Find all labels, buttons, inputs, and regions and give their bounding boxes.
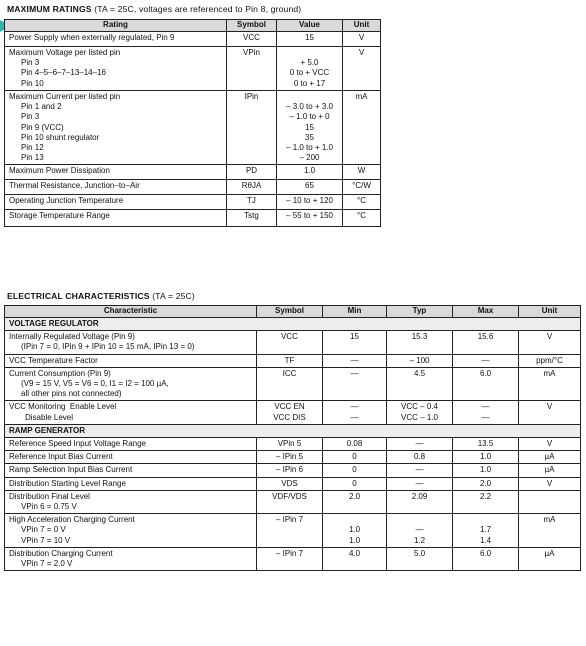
characteristic-cell [5, 490, 257, 513]
rating-sub-item: Pin 10 [21, 78, 44, 88]
value-line: + 5.0 [300, 58, 319, 68]
rating-label: Maximum Current per listed pin [9, 92, 121, 101]
characteristic-label: Distribution Charging Current [9, 548, 113, 558]
value-cell [277, 165, 343, 180]
column-header: Min [323, 306, 387, 318]
typ-cell [387, 438, 453, 451]
symbol-cell [257, 331, 323, 354]
table-row [5, 91, 381, 165]
column-header: Value [277, 20, 343, 32]
typ-value: VCC – 1.0 [401, 412, 438, 422]
min-cell [323, 331, 387, 354]
typ-cell [387, 547, 453, 570]
value-line: 1.0 [303, 166, 316, 176]
column-header: Symbol [227, 20, 277, 32]
max-cell [453, 514, 519, 548]
table-row [5, 464, 581, 477]
symbol-cell [257, 490, 323, 513]
characteristic-condition: (IPin 7 = 0, IPin 9 + IPin 10 = 15 mA, IPin 13 = 0) [21, 342, 195, 352]
max-cell [453, 490, 519, 513]
typ-value: 1.2 [413, 535, 426, 545]
symbol-cell: RθJA [227, 180, 277, 195]
symbol-value: – IPin 7 [275, 548, 304, 558]
min-cell [323, 367, 387, 401]
rating-sub-item: Pin 1 and 2 [21, 102, 62, 112]
value-cell [277, 47, 343, 91]
symbol-value: – IPin 7 [275, 515, 304, 525]
characteristic-condition: VPin 7 = 0 V [21, 525, 66, 535]
characteristic-label: High Acceleration Charging Current [9, 515, 135, 525]
value-line: 0 to + 17 [293, 78, 326, 88]
min-value: — [350, 368, 359, 378]
characteristic-label: Internally Regulated Voltage (Pin 9) [9, 332, 135, 342]
typ-cell [387, 477, 453, 490]
column-header: Rating [5, 20, 227, 32]
max-value: 2.2 [479, 491, 492, 501]
characteristic-cell [5, 367, 257, 401]
typ-value [391, 515, 448, 525]
max-value: 1.7 [479, 525, 492, 535]
value-line: – 200 [299, 153, 320, 163]
typ-value: 0.8 [413, 452, 426, 462]
elec-chars-table [4, 305, 581, 571]
max-value: 1.0 [479, 452, 492, 462]
table-row [5, 32, 381, 47]
symbol-cell: VPin [227, 47, 277, 91]
rating-label: Maximum Voltage per listed pin [9, 48, 121, 57]
unit-cell: ppm/°C [519, 354, 581, 367]
min-value: 1.0 [348, 525, 361, 535]
unit-cell [519, 490, 581, 513]
characteristic-label: Reference Speed Input Voltage Range [9, 439, 146, 449]
max-value: — [481, 355, 490, 365]
min-value: 15 [350, 332, 359, 342]
characteristic-condition: Disable Level [25, 412, 74, 422]
min-cell [323, 354, 387, 367]
rating-cell [5, 91, 227, 165]
symbol-cell [257, 438, 323, 451]
typ-value: — [415, 439, 424, 449]
characteristic-condition: VPin 7 = 10 V [21, 535, 71, 545]
symbol-value: TF [284, 355, 295, 365]
characteristic-cell [5, 464, 257, 477]
table-row [5, 547, 581, 570]
value-line: 0 to + VCC [289, 68, 330, 78]
characteristic-label: Distribution Final Level [9, 491, 90, 501]
rating-sub-item: Pin 4–5–6–7–13–14–16 [21, 68, 106, 78]
value-line: 65 [305, 181, 314, 191]
max-cell [453, 547, 519, 570]
value-line: – 1.0 to + 1.0 [286, 143, 333, 153]
min-value: 0 [352, 478, 357, 488]
table-row [5, 195, 381, 210]
max-value: 13.5 [477, 439, 494, 449]
symbol-cell [257, 514, 323, 548]
symbol-cell [257, 464, 323, 477]
max-value: 15.6 [477, 332, 494, 342]
rating-sub-item: Pin 12 [21, 143, 44, 153]
unit-cell: µA [519, 547, 581, 570]
value-cell [277, 210, 343, 227]
characteristic-label: Reference Input Bias Current [9, 452, 113, 462]
max-ratings-heading: MAXIMUM RATINGS [7, 4, 92, 14]
unit-cell: V [343, 32, 381, 47]
table-row [5, 490, 581, 513]
rating-label: Power Supply when externally regulated, Pin 9 [9, 33, 175, 42]
max-cell [453, 331, 519, 354]
max-ratings-table [4, 19, 381, 227]
max-value: — [481, 412, 490, 422]
group-row [5, 424, 581, 437]
symbol-value: ICC [282, 368, 297, 378]
typ-value: — [415, 465, 424, 475]
column-header: Unit [519, 306, 581, 318]
symbol-cell: PD [227, 165, 277, 180]
min-cell [323, 490, 387, 513]
rating-label: Operating Junction Temperature [9, 196, 124, 206]
table-row [5, 451, 581, 464]
value-line: – 3.0 to + 3.0 [286, 102, 333, 112]
characteristic-label: Current Consumption (Pin 9) [9, 368, 111, 378]
characteristic-label: VCC Monitoring Enable Level [9, 402, 117, 412]
max-cell [453, 438, 519, 451]
unit-cell: mA [519, 367, 581, 401]
value-cell [277, 91, 343, 165]
typ-value: 5.0 [413, 548, 426, 558]
symbol-cell: Tstg [227, 210, 277, 227]
symbol-cell [257, 354, 323, 367]
characteristic-cell [5, 401, 257, 424]
unit-cell: mA [519, 514, 581, 548]
symbol-value: VCC [281, 332, 298, 342]
typ-value: 4.5 [413, 368, 426, 378]
unit-cell: °C/W [343, 180, 381, 195]
min-cell [323, 464, 387, 477]
symbol-value: VCC DIS [273, 412, 306, 422]
elec-chars-title [7, 291, 195, 301]
rating-sub-item: Pin 13 [21, 153, 44, 163]
value-line: – 10 to + 120 [286, 196, 333, 206]
typ-value: – 100 [409, 355, 430, 365]
characteristic-label: Ramp Selection Input Bias Current [9, 465, 133, 475]
value-cell [277, 32, 343, 47]
value-line: 35 [305, 132, 314, 142]
symbol-value: VPin 5 [277, 439, 302, 449]
value-line: – 1.0 to + 0 [289, 112, 330, 122]
unit-cell: V [519, 438, 581, 451]
rating-sub-item: Pin 3 [21, 112, 40, 122]
table-row [5, 210, 381, 227]
value-line: 15 [305, 122, 314, 132]
value-line [281, 48, 338, 58]
min-cell [323, 451, 387, 464]
typ-value: VCC – 0.4 [401, 402, 438, 412]
table-row [5, 514, 581, 548]
typ-cell [387, 490, 453, 513]
rating-sub-item: Pin 3 [21, 58, 40, 68]
value-line: – 55 to + 150 [286, 211, 333, 221]
characteristic-cell [5, 547, 257, 570]
symbol-value: VDF/VDS [272, 491, 307, 501]
characteristic-cell [5, 451, 257, 464]
symbol-value: – IPin 5 [275, 452, 304, 462]
min-value: — [350, 355, 359, 365]
max-value [457, 515, 514, 525]
min-value [327, 515, 382, 525]
table-row [5, 47, 381, 91]
group-label: RAMP GENERATOR [5, 424, 581, 437]
characteristic-cell [5, 331, 257, 354]
symbol-cell [257, 547, 323, 570]
max-cell [453, 354, 519, 367]
max-value: — [481, 402, 490, 412]
max-cell [453, 477, 519, 490]
characteristic-condition: all other pins not connected) [21, 389, 122, 399]
max-cell [453, 367, 519, 401]
rating-sub-item: Pin 9 (VCC) [21, 122, 64, 132]
table-row [5, 354, 581, 367]
elec-chars-condition: (TA = 25C) [152, 291, 195, 301]
value-line [281, 92, 338, 102]
symbol-cell: IPin [227, 91, 277, 165]
rating-sub-item: Pin 10 shunt regulator [21, 132, 100, 142]
min-value: 1.0 [348, 535, 361, 545]
column-header: Typ [387, 306, 453, 318]
table-row [5, 401, 581, 424]
table-row [5, 367, 581, 401]
rating-cell [5, 210, 227, 227]
characteristic-cell [5, 438, 257, 451]
column-header: Max [453, 306, 519, 318]
max-cell [453, 464, 519, 477]
table-row [5, 180, 381, 195]
characteristic-condition: (V9 = 15 V, V5 = V6 = 0, I1 = I2 = 100 µA, [21, 379, 169, 389]
symbol-value: VDS [281, 478, 298, 488]
characteristic-condition: VPin 6 = 0.75 V [21, 502, 77, 512]
typ-cell [387, 514, 453, 548]
max-value: 2.0 [479, 478, 492, 488]
symbol-cell: TJ [227, 195, 277, 210]
typ-cell [387, 354, 453, 367]
characteristic-cell [5, 354, 257, 367]
min-value: — [350, 402, 359, 412]
unit-cell: V [343, 47, 381, 91]
max-value: 6.0 [479, 548, 492, 558]
characteristic-cell [5, 477, 257, 490]
min-value: 0 [352, 452, 357, 462]
typ-cell [387, 451, 453, 464]
min-cell [323, 438, 387, 451]
unit-cell: µA [519, 451, 581, 464]
unit-cell: µA [519, 464, 581, 477]
symbol-cell [257, 401, 323, 424]
min-value: 4.0 [348, 548, 361, 558]
characteristic-label: VCC Temperature Factor [9, 355, 98, 365]
typ-cell [387, 401, 453, 424]
characteristic-label: Distribution Starting Level Range [9, 478, 126, 488]
group-row [5, 318, 581, 331]
value-line: 15 [305, 33, 314, 42]
typ-cell [387, 331, 453, 354]
unit-cell: mA [343, 91, 381, 165]
unit-cell: V [519, 401, 581, 424]
table-row [5, 477, 581, 490]
max-ratings-title [7, 4, 301, 14]
symbol-cell [257, 367, 323, 401]
typ-value: — [415, 478, 424, 488]
min-cell [323, 477, 387, 490]
rating-cell [5, 32, 227, 47]
max-cell [453, 401, 519, 424]
typ-value: — [415, 525, 424, 535]
min-cell [323, 547, 387, 570]
max-value: 1.4 [479, 535, 492, 545]
rating-cell [5, 180, 227, 195]
symbol-value: VCC EN [274, 402, 305, 412]
unit-cell: °C [343, 195, 381, 210]
min-value: 0 [352, 465, 357, 475]
unit-cell: V [519, 331, 581, 354]
typ-value: 15.3 [411, 332, 428, 342]
symbol-cell [257, 477, 323, 490]
min-value: — [350, 412, 359, 422]
symbol-cell: VCC [227, 32, 277, 47]
typ-cell [387, 367, 453, 401]
table-row [5, 165, 381, 180]
symbol-value: – IPin 6 [275, 465, 304, 475]
group-label: VOLTAGE REGULATOR [5, 318, 581, 331]
column-header: Unit [343, 20, 381, 32]
rating-cell [5, 195, 227, 210]
min-value: 0.08 [346, 439, 363, 449]
table-row [5, 438, 581, 451]
min-cell [323, 514, 387, 548]
rating-label: Thermal Resistance, Junction–to–Air [9, 181, 140, 191]
value-cell [277, 195, 343, 210]
value-cell [277, 180, 343, 195]
typ-cell [387, 464, 453, 477]
rating-label: Storage Temperature Range [9, 211, 110, 221]
characteristic-condition: VPin 7 = 2.0 V [21, 559, 73, 569]
elec-chars-heading: ELECTRICAL CHARACTERISTICS [7, 291, 150, 301]
column-header: Symbol [257, 306, 323, 318]
rating-cell [5, 47, 227, 91]
characteristic-cell [5, 514, 257, 548]
rating-cell [5, 165, 227, 180]
unit-cell: °C [343, 210, 381, 227]
unit-cell: W [343, 165, 381, 180]
max-ratings-condition: (TA = 25C, voltages are referenced to Pin 8, ground) [94, 4, 302, 14]
max-cell [453, 451, 519, 464]
symbol-cell [257, 451, 323, 464]
column-header: Characteristic [5, 306, 257, 318]
max-value: 1.0 [479, 465, 492, 475]
min-cell [323, 401, 387, 424]
rating-label: Maximum Power Dissipation [9, 166, 110, 176]
max-value: 6.0 [479, 368, 492, 378]
table-row [5, 331, 581, 354]
unit-cell: V [519, 477, 581, 490]
typ-value: 2.09 [411, 491, 428, 501]
min-value: 2.0 [348, 491, 361, 501]
